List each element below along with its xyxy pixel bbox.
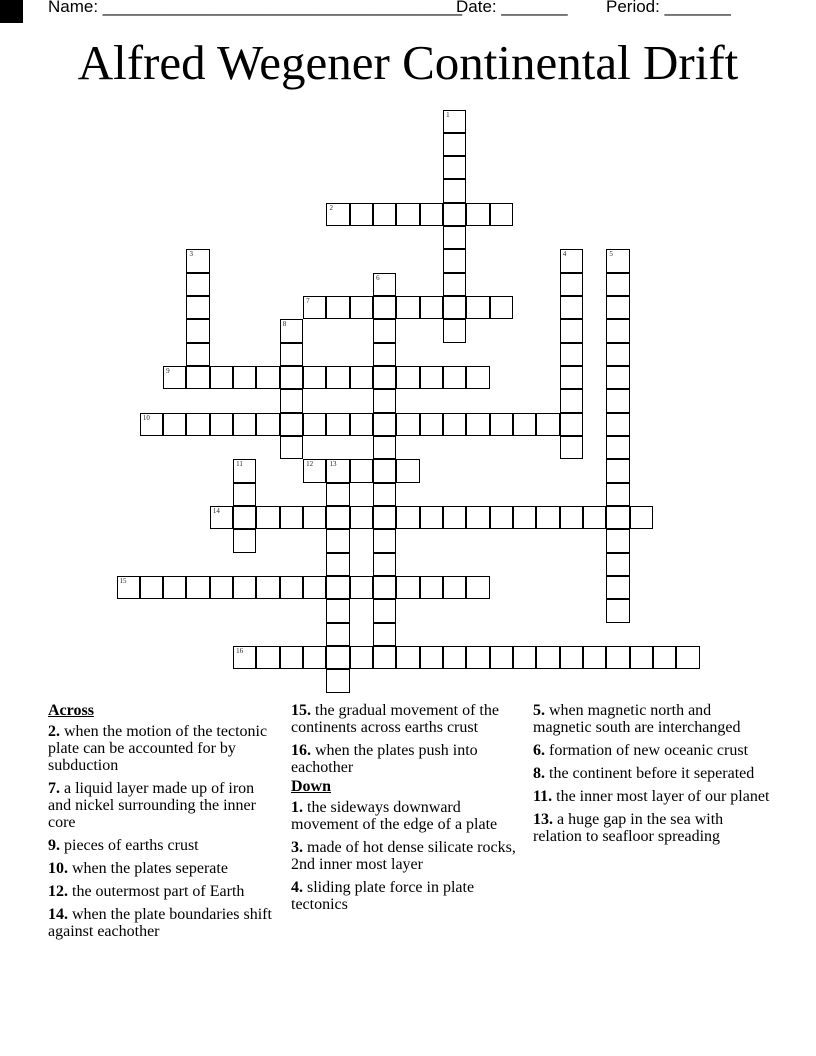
grid-cell[interactable] xyxy=(373,599,396,622)
grid-cell[interactable] xyxy=(443,110,466,133)
grid-cell[interactable] xyxy=(373,319,396,342)
grid-cell[interactable] xyxy=(326,506,349,529)
grid-cell[interactable] xyxy=(350,506,373,529)
grid-cell[interactable] xyxy=(490,203,513,226)
name-field[interactable]: Name: ______________________________________ xyxy=(48,0,463,16)
grid-cell[interactable] xyxy=(233,646,256,669)
grid-cell[interactable] xyxy=(630,646,653,669)
grid-cell[interactable] xyxy=(326,483,349,506)
grid-cell[interactable] xyxy=(186,343,209,366)
grid-cell[interactable] xyxy=(373,576,396,599)
grid-cell[interactable] xyxy=(606,506,629,529)
grid-cell[interactable] xyxy=(350,296,373,319)
grid-cell[interactable] xyxy=(420,576,443,599)
grid-cell[interactable] xyxy=(466,646,489,669)
grid-cell[interactable] xyxy=(396,366,419,389)
grid-cell[interactable] xyxy=(233,459,256,482)
clue-number: 8 xyxy=(282,320,287,329)
clue-number: 15 xyxy=(119,577,127,586)
grid-cell[interactable] xyxy=(466,366,489,389)
grid-cell[interactable] xyxy=(653,646,676,669)
grid-cell[interactable] xyxy=(490,506,513,529)
grid-cell[interactable] xyxy=(630,506,653,529)
grid-cell[interactable] xyxy=(560,319,583,342)
grid-cell[interactable] xyxy=(606,553,629,576)
grid-cell[interactable] xyxy=(303,413,326,436)
grid-cell[interactable] xyxy=(326,669,349,692)
grid-cell[interactable] xyxy=(373,483,396,506)
grid-cell[interactable] xyxy=(210,576,233,599)
grid-cell[interactable] xyxy=(256,576,279,599)
grid-cell[interactable] xyxy=(373,459,396,482)
grid-cell[interactable] xyxy=(490,296,513,319)
grid-cell[interactable] xyxy=(373,343,396,366)
grid-cell[interactable] xyxy=(373,203,396,226)
grid-cell[interactable] xyxy=(280,436,303,459)
grid-cell[interactable] xyxy=(560,249,583,272)
clue-across-15: 15. the gradual movement of the continents across earths crust xyxy=(291,702,499,736)
clue-number: 12 xyxy=(306,460,314,469)
grid-cell[interactable] xyxy=(210,413,233,436)
clue-number: 4 xyxy=(562,250,567,259)
grid-cell[interactable] xyxy=(606,436,629,459)
grid-cell[interactable] xyxy=(233,413,256,436)
grid-cell[interactable] xyxy=(466,296,489,319)
grid-cell[interactable] xyxy=(443,413,466,436)
grid-cell[interactable] xyxy=(373,623,396,646)
grid-cell[interactable] xyxy=(280,366,303,389)
grid-cell[interactable] xyxy=(163,366,186,389)
grid-cell[interactable] xyxy=(443,156,466,179)
grid-cell[interactable] xyxy=(420,203,443,226)
clues-column-1 xyxy=(48,702,276,946)
grid-cell[interactable] xyxy=(373,273,396,296)
grid-cell[interactable] xyxy=(513,646,536,669)
clues-column-2 xyxy=(291,702,527,919)
grid-cell[interactable] xyxy=(606,646,629,669)
grid-cell[interactable] xyxy=(606,576,629,599)
grid-cell[interactable] xyxy=(443,133,466,156)
grid-cell[interactable] xyxy=(326,576,349,599)
grid-cell[interactable] xyxy=(186,366,209,389)
clue-number: 10 xyxy=(142,413,150,422)
grid-cell[interactable] xyxy=(186,319,209,342)
grid-cell[interactable] xyxy=(466,576,489,599)
grid-cell[interactable] xyxy=(443,319,466,342)
across-heading: Across xyxy=(48,702,94,719)
grid-cell[interactable] xyxy=(606,296,629,319)
grid-cell[interactable] xyxy=(513,413,536,436)
grid-cell[interactable] xyxy=(373,296,396,319)
grid-cell[interactable] xyxy=(303,646,326,669)
grid-cell[interactable] xyxy=(350,203,373,226)
grid-cell[interactable] xyxy=(606,459,629,482)
grid-cell[interactable] xyxy=(420,413,443,436)
clue-number: 7 xyxy=(306,297,310,306)
grid-cell[interactable] xyxy=(560,343,583,366)
grid-cell[interactable] xyxy=(373,413,396,436)
grid-cell[interactable] xyxy=(233,483,256,506)
clue-number: 14 xyxy=(212,507,220,516)
grid-cell[interactable] xyxy=(606,366,629,389)
grid-cell[interactable] xyxy=(396,576,419,599)
grid-cell[interactable] xyxy=(326,459,349,482)
grid-cell[interactable] xyxy=(326,646,349,669)
grid-cell[interactable] xyxy=(560,413,583,436)
grid-cell[interactable] xyxy=(560,436,583,459)
grid-cell[interactable] xyxy=(513,506,536,529)
grid-cell[interactable] xyxy=(466,413,489,436)
grid-cell[interactable] xyxy=(420,296,443,319)
grid-cell[interactable] xyxy=(560,366,583,389)
grid-cell[interactable] xyxy=(583,506,606,529)
grid-cell[interactable] xyxy=(443,203,466,226)
grid-cell[interactable] xyxy=(303,296,326,319)
grid-cell[interactable] xyxy=(233,506,256,529)
grid-cell[interactable] xyxy=(210,506,233,529)
grid-cell[interactable] xyxy=(606,389,629,412)
page-title: Alfred Wegener Continental Drift xyxy=(77,35,739,90)
clue-down-6: 6. formation of new oceanic crust xyxy=(533,742,749,759)
grid-cell[interactable] xyxy=(186,296,209,319)
clue-number: 5 xyxy=(609,250,613,259)
clue-down-4: 4. sliding plate force in plate tectonics xyxy=(291,879,475,913)
grid-cell[interactable] xyxy=(606,343,629,366)
clue-number: 11 xyxy=(236,460,243,469)
clue-number: 6 xyxy=(376,273,380,282)
grid-cell[interactable] xyxy=(186,249,209,272)
grid-cell[interactable] xyxy=(233,529,256,552)
grid-cell[interactable] xyxy=(536,413,559,436)
grid-cell[interactable] xyxy=(396,506,419,529)
clue-down-5: 5. when magnetic north and magnetic south are interchanged xyxy=(533,702,741,736)
grid-cell[interactable] xyxy=(443,646,466,669)
clue-down-3: 3. made of hot dense silicate rocks, 2nd inner most layer xyxy=(291,839,516,873)
grid-cell[interactable] xyxy=(536,506,559,529)
grid-cell[interactable] xyxy=(490,646,513,669)
grid-cell[interactable] xyxy=(560,296,583,319)
grid-cell[interactable] xyxy=(560,646,583,669)
clue-number: 16 xyxy=(236,647,244,656)
grid-cell[interactable] xyxy=(606,413,629,436)
clue-number: 13 xyxy=(329,460,337,469)
grid-cell[interactable] xyxy=(443,576,466,599)
grid-cell[interactable] xyxy=(256,506,279,529)
clue-down-1: 1. the sideways downward movement of the edge of a plate xyxy=(291,799,498,833)
grid-cell[interactable] xyxy=(326,529,349,552)
grid-cell[interactable] xyxy=(350,459,373,482)
grid-cell[interactable] xyxy=(186,273,209,296)
grid-cell[interactable] xyxy=(560,506,583,529)
clue-number: 3 xyxy=(189,250,193,259)
grid-cell[interactable] xyxy=(396,203,419,226)
grid-cell[interactable] xyxy=(373,529,396,552)
grid-cell[interactable] xyxy=(280,389,303,412)
grid-cell[interactable] xyxy=(326,413,349,436)
grid-cell[interactable] xyxy=(303,506,326,529)
grid-cell[interactable] xyxy=(443,249,466,272)
period-field[interactable]: Period: _______ xyxy=(606,0,731,16)
clue-number: 2 xyxy=(329,203,333,212)
grid-cell[interactable] xyxy=(280,319,303,342)
grid-cell[interactable] xyxy=(606,529,629,552)
clue-across-14: 14. when the plate boundaries shift against eachother xyxy=(48,906,272,940)
grid-cell[interactable] xyxy=(396,413,419,436)
grid-cell[interactable] xyxy=(606,483,629,506)
grid-cell[interactable] xyxy=(303,576,326,599)
grid-cell[interactable] xyxy=(560,273,583,296)
grid-cell[interactable] xyxy=(280,506,303,529)
clue-across-16: 16. when the plates push into eachother xyxy=(291,742,478,776)
grid-cell[interactable] xyxy=(606,273,629,296)
grid-cell[interactable] xyxy=(420,366,443,389)
grid-cell[interactable] xyxy=(140,413,163,436)
clue-down-11: 11. the inner most layer of our planet xyxy=(533,788,770,805)
grid-cell[interactable] xyxy=(396,296,419,319)
grid-cell[interactable] xyxy=(233,576,256,599)
grid-cell[interactable] xyxy=(606,249,629,272)
clue-across-7: 7. a liquid layer made up of iron and nickel surrounding the inner core xyxy=(48,780,256,831)
grid-cell[interactable] xyxy=(140,576,163,599)
date-field[interactable]: Date: _______ xyxy=(456,0,568,16)
grid-cell[interactable] xyxy=(443,366,466,389)
grid-cell[interactable] xyxy=(606,599,629,622)
grid-cell[interactable] xyxy=(326,623,349,646)
grid-cell[interactable] xyxy=(280,646,303,669)
clue-across-2: 2. when the motion of the tectonic plate can be accounted for by subduction xyxy=(48,723,268,774)
grid-cell[interactable] xyxy=(373,389,396,412)
grid-cell[interactable] xyxy=(443,226,466,249)
grid-cell[interactable] xyxy=(443,179,466,202)
grid-cell[interactable] xyxy=(210,366,233,389)
grid-cell[interactable] xyxy=(350,366,373,389)
grid-cell[interactable] xyxy=(163,413,186,436)
grid-cell[interactable] xyxy=(583,646,606,669)
grid-cell[interactable] xyxy=(350,576,373,599)
grid-cell[interactable] xyxy=(536,646,559,669)
grid-cell[interactable] xyxy=(326,203,349,226)
clues-column-3 xyxy=(533,702,773,851)
grid-cell[interactable] xyxy=(326,296,349,319)
grid-cell[interactable] xyxy=(373,553,396,576)
grid-cell[interactable] xyxy=(117,576,140,599)
grid-cell[interactable] xyxy=(560,389,583,412)
grid-cell[interactable] xyxy=(186,576,209,599)
grid-cell[interactable] xyxy=(466,203,489,226)
clue-number: 9 xyxy=(166,367,170,376)
grid-cell[interactable] xyxy=(256,413,279,436)
grid-cell[interactable] xyxy=(256,646,279,669)
grid-cell[interactable] xyxy=(303,459,326,482)
down-heading: Down xyxy=(291,778,332,795)
grid-cell[interactable] xyxy=(443,296,466,319)
grid-cell[interactable] xyxy=(466,506,489,529)
clue-across-12: 12. the outermost part of Earth xyxy=(48,883,245,900)
grid-cell[interactable] xyxy=(280,343,303,366)
grid-cell[interactable] xyxy=(303,366,326,389)
grid-cell[interactable] xyxy=(396,646,419,669)
grid-cell[interactable] xyxy=(256,366,279,389)
grid-cell[interactable] xyxy=(396,459,419,482)
grid-cell[interactable] xyxy=(326,366,349,389)
grid-cell[interactable] xyxy=(373,366,396,389)
grid-cell[interactable] xyxy=(326,599,349,622)
grid-cell[interactable] xyxy=(420,646,443,669)
grid-cell[interactable] xyxy=(186,413,209,436)
grid-cell[interactable] xyxy=(443,273,466,296)
grid-cell[interactable] xyxy=(350,646,373,669)
grid-cell[interactable] xyxy=(443,506,466,529)
grid-cell[interactable] xyxy=(606,319,629,342)
clue-down-8: 8. the continent before it seperated xyxy=(533,765,755,782)
grid-cell[interactable] xyxy=(350,413,373,436)
grid-cell[interactable] xyxy=(373,436,396,459)
clue-across-9: 9. pieces of earths crust xyxy=(48,837,199,854)
clue-across-10: 10. when the plates seperate xyxy=(48,860,228,877)
grid-cell[interactable] xyxy=(490,413,513,436)
grid-cell[interactable] xyxy=(326,553,349,576)
grid-cell[interactable] xyxy=(373,646,396,669)
grid-cell[interactable] xyxy=(373,506,396,529)
grid-cell[interactable] xyxy=(280,413,303,436)
grid-cell[interactable] xyxy=(676,646,699,669)
grid-cell[interactable] xyxy=(420,506,443,529)
grid-cell[interactable] xyxy=(280,576,303,599)
clue-number: 1 xyxy=(446,110,450,119)
grid-cell[interactable] xyxy=(163,576,186,599)
clue-down-13: 13. a huge gap in the sea with relation to seafloor spreading xyxy=(533,811,724,845)
grid-cell[interactable] xyxy=(233,366,256,389)
black-cell xyxy=(0,0,23,23)
